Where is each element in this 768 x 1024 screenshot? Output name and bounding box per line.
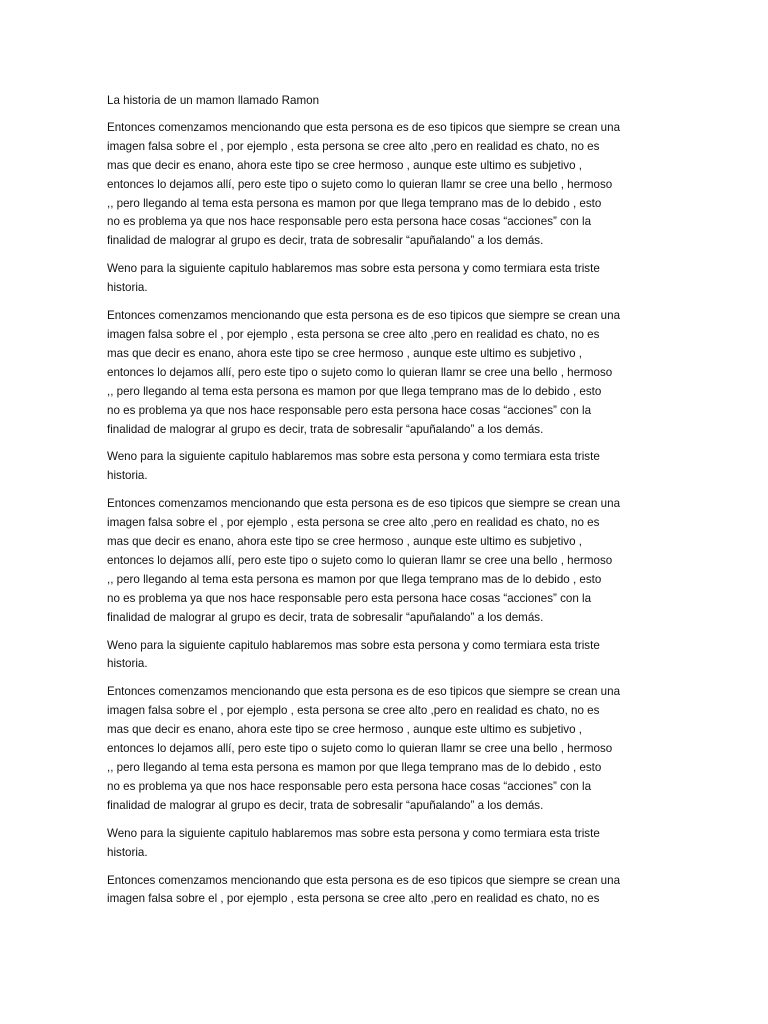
document-title: La historia de un mamon llamado Ramon [107,94,320,107]
paragraph [107,260,667,298]
text-line: no es problema ya que nos hace responsable pero esta persona hace cosas “acciones” con la [107,403,592,417]
text-line: entonces lo dejamos allí, pero este tipo o sujeto como lo quieran llamr se cree una bello , hermoso [107,177,613,191]
text-line: mas que decir es enano, ahora este tipo se cree hermoso , aunque este ultimo es subjetivo , [107,723,582,737]
paragraph [107,825,667,863]
text-line: ,, pero llegando al tema esta persona es mamon por que llega temprano mas de lo debido , esto [107,761,602,774]
text-line: Weno para la siguiente capitulo hablaremos mas sobre esta persona y como termiara esta triste [107,262,600,276]
text-line: no es problema ya que nos hace responsable pero esta persona hace cosas “acciones” con la [107,779,592,793]
text-line: entonces lo dejamos allí, pero este tipo o sujeto como lo quieran llamr se cree una bello , hermoso [107,365,613,379]
text-line: Entonces comenzamos mencionando que esta persona es de eso tipicos que siempre se crean una [107,309,621,323]
text-line: Entonces comenzamos mencionando que esta persona es de eso tipicos que siempre se crean una [107,120,621,134]
paragraph [107,307,667,439]
text-line: mas que decir es enano, ahora este tipo se cree hermoso , aunque este ultimo es subjetivo , [107,158,582,172]
text-line: Entonces comenzamos mencionando que esta persona es de eso tipicos que siempre se crean una [107,873,621,887]
text-line: Entonces comenzamos mencionando que esta persona es de eso tipicos que siempre se crean una [107,497,621,511]
paragraph [107,872,667,910]
text-line: Weno para la siguiente capitulo hablaremos mas sobre esta persona y como termiara esta triste [107,450,600,464]
paragraph [107,683,667,815]
text-line: ,, pero llegando al tema esta persona es mamon por que llega temprano mas de lo debido , esto [107,572,602,586]
text-line: finalidad de malograr al grupo es decir, trata de sobresalir “apuñalando” a los demás. [107,610,544,624]
paragraph [107,119,667,251]
paragraph [107,448,667,486]
text-line: entonces lo dejamos allí, pero este tipo o sujeto como lo quieran llamr se cree una bello , hermoso [107,553,613,567]
text-line: historia. [107,845,148,859]
paragraph [107,637,667,675]
text-line: finalidad de malograr al grupo es decir, trata de sobresalir “apuñalando” a los demás. [107,798,544,812]
text-line: Weno para la siguiente capitulo hablaremos mas sobre esta persona y como termiara esta triste [107,638,600,652]
text-line: historia. [107,657,148,671]
text-line: ,, pero llegando al tema esta persona es mamon por que llega temprano mas de lo debido , esto [107,384,602,398]
text-line: Entonces comenzamos mencionando que esta persona es de eso tipicos que siempre se crean una [107,685,621,699]
paragraph-list [107,119,667,909]
text-line: no es problema ya que nos hace responsable pero esta persona hace cosas “acciones” con la [107,215,592,229]
text-line: mas que decir es enano, ahora este tipo se cree hermoso , aunque este ultimo es subjetivo , [107,535,582,549]
text-line: no es problema ya que nos hace responsable pero esta persona hace cosas “acciones” con la [107,591,592,605]
text-line: ,, pero llegando al tema esta persona es mamon por que llega temprano mas de lo debido , esto [107,196,602,210]
text-line: finalidad de malograr al grupo es decir, trata de sobresalir “apuñalando” a los demás. [107,422,544,436]
paragraph [107,495,667,627]
text-line: imagen falsa sobre el , por ejemplo , esta persona se cree alto ,pero en realidad es chato, no es [107,139,600,153]
text-line: imagen falsa sobre el , por ejemplo , esta persona se cree alto ,pero en realidad es chato, no es [107,516,600,530]
text-line: historia. [107,281,148,295]
text-line: Weno para la siguiente capitulo hablaremos mas sobre esta persona y como termiara esta triste [107,826,600,840]
text-line: imagen falsa sobre el , por ejemplo , esta persona se cree alto ,pero en realidad es chato, no es [107,892,600,906]
text-line: historia. [107,469,148,483]
text-line: finalidad de malograr al grupo es decir, trata de sobresalir “apuñalando” a los demás. [107,234,544,248]
text-line: mas que decir es enano, ahora este tipo se cree hermoso , aunque este ultimo es subjetivo , [107,346,582,360]
text-line: entonces lo dejamos allí, pero este tipo o sujeto como lo quieran llamr se cree una bello , hermoso [107,742,613,756]
document-body [107,92,667,918]
text-line: imagen falsa sobre el , por ejemplo , esta persona se cree alto ,pero en realidad es chato, no es [107,704,600,718]
text-line: imagen falsa sobre el , por ejemplo , esta persona se cree alto ,pero en realidad es chato, no es [107,327,600,341]
